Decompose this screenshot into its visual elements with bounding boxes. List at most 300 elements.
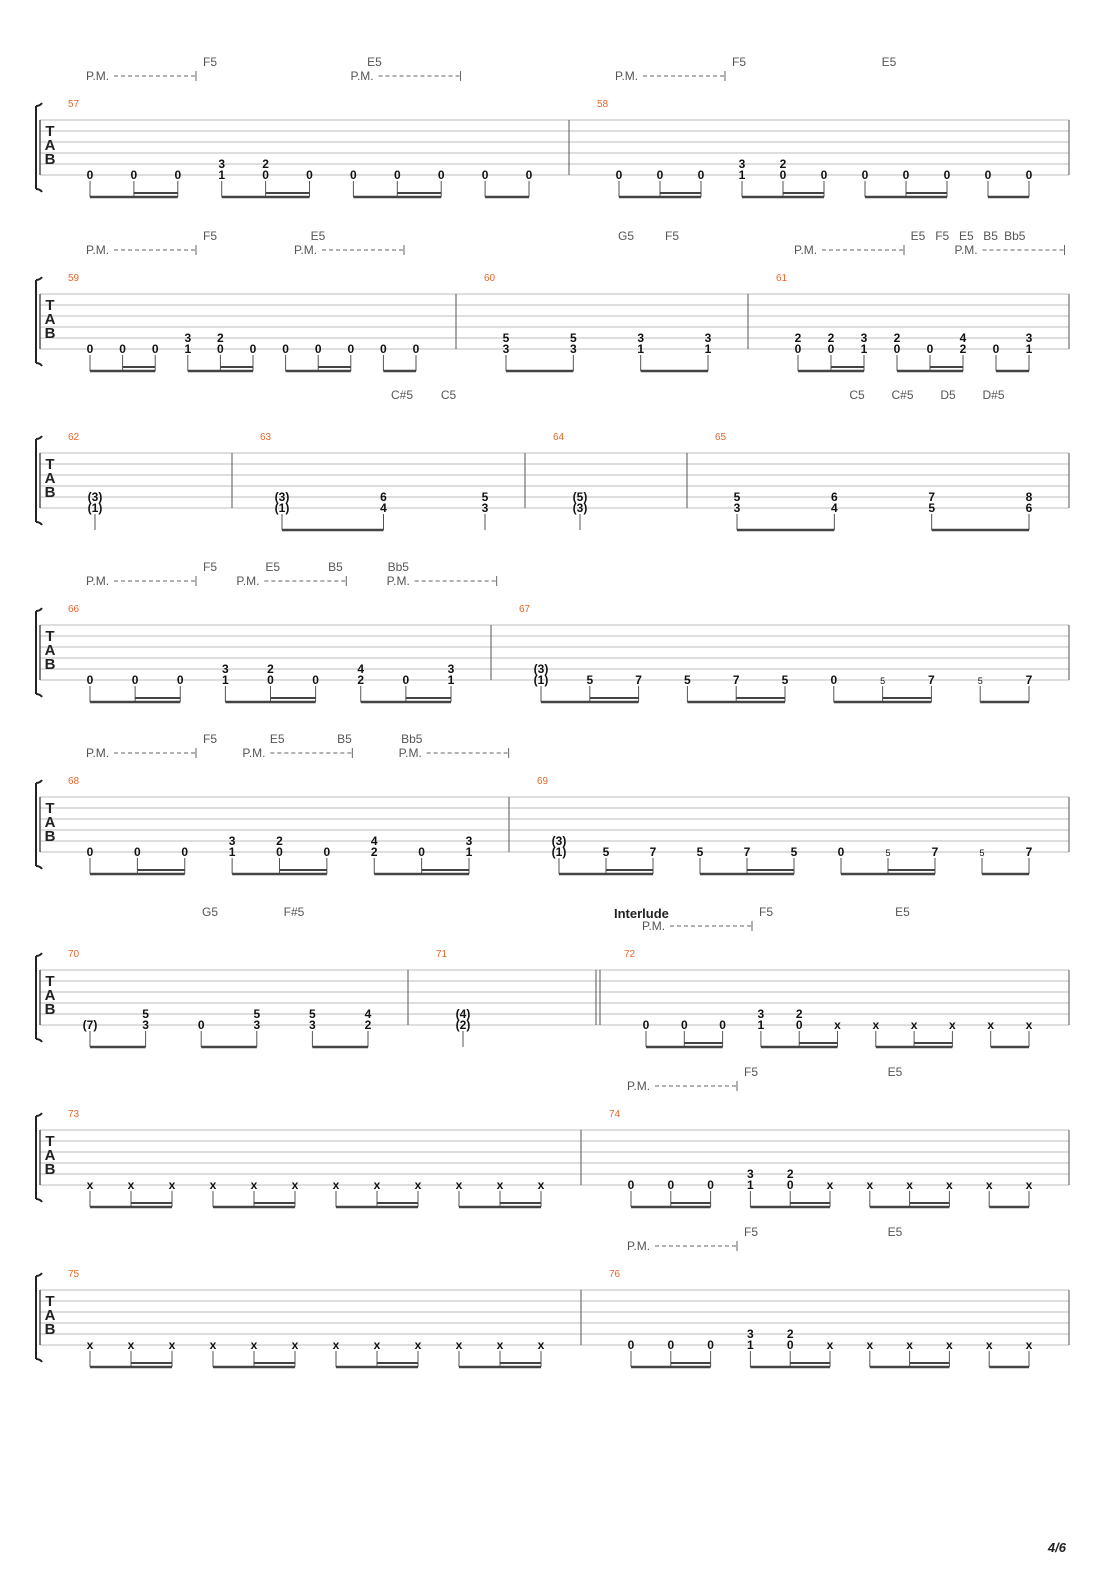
tab-clef-letter: T [45, 973, 55, 990]
fret-number: 6 [1025, 501, 1033, 515]
fret-number: 1 [738, 168, 746, 182]
fret-number: 0 [992, 342, 1000, 356]
palm-mute-label: P.M. [386, 574, 410, 588]
tab-clef-letter: B [44, 656, 56, 673]
beams-layer [87, 181, 1029, 1367]
fret-number: 1 [465, 845, 473, 859]
fret-number: 5 [880, 676, 886, 686]
system-bracket [36, 436, 42, 525]
fret-number: 3 [733, 501, 741, 515]
chord-name: E5 [910, 229, 926, 243]
dead-note: x [168, 1178, 176, 1192]
dead-note: x [414, 1178, 422, 1192]
fret-number: 0 [217, 342, 224, 356]
measure-number: 67 [519, 604, 531, 615]
fret-number: (3) [551, 834, 567, 848]
measure-number: 70 [68, 949, 80, 960]
dead-note: x [946, 1338, 953, 1352]
system-bracket [36, 953, 42, 1042]
chord-name: F5 [202, 560, 218, 574]
fret-number: 0 [719, 1018, 726, 1032]
chord-name: C#5 [891, 388, 914, 402]
measure-number: 62 [68, 432, 80, 443]
dead-note: x [987, 1018, 995, 1032]
fret-number: 3 [860, 331, 868, 345]
chord-name: C#5 [390, 388, 414, 402]
measure-number: 68 [68, 776, 80, 787]
fret-number: 0 [119, 342, 126, 356]
palm-mute-label: P.M. [627, 1239, 651, 1253]
fret-number: 0 [282, 342, 289, 356]
tab-clef-letter: A [44, 987, 56, 1004]
fret-number: 2 [786, 1327, 794, 1341]
palm-mute-label: P.M. [350, 69, 374, 83]
fret-number: 3 [502, 342, 510, 356]
fret-number: 0 [667, 1178, 675, 1192]
tab-clef-letter: T [45, 628, 55, 645]
chord-name: B5 [328, 560, 343, 574]
measure-number: 71 [436, 949, 448, 960]
fret-number: 0 [134, 845, 141, 859]
fret-number: 0 [786, 1178, 794, 1192]
fret-number: 0 [627, 1338, 635, 1352]
fret-number: 5 [142, 1007, 149, 1021]
dead-note: x [373, 1178, 381, 1192]
dead-note: x [168, 1338, 176, 1352]
fret-number: 3 [447, 662, 455, 676]
fret-number: 2 [794, 331, 802, 345]
fret-number: 6 [380, 490, 387, 504]
dead-note: x [537, 1338, 545, 1352]
fret-number: 2 [779, 157, 787, 171]
fret-number: 7 [732, 673, 740, 687]
fret-number: 1 [1025, 342, 1033, 356]
dead-note: x [826, 1178, 834, 1192]
dead-note: x [332, 1338, 340, 1352]
page-number: 4/6 [1047, 1540, 1066, 1555]
fret-number: 2 [357, 673, 365, 687]
dead-note: x [906, 1178, 913, 1192]
fret-number: 0 [380, 342, 387, 356]
dead-note: x [910, 1018, 918, 1032]
system-bracket [36, 277, 42, 366]
chord-name: E5 [895, 905, 910, 919]
measure-number: 75 [68, 1269, 80, 1280]
tab-clef-letter: B [44, 325, 56, 342]
measure-number: 73 [68, 1109, 80, 1120]
tab-clef-letter: A [44, 814, 56, 831]
chord-name: C5 [849, 388, 865, 402]
palm-mute-label: P.M. [86, 746, 110, 760]
fret-number: 4 [370, 834, 378, 848]
dead-note: x [866, 1178, 874, 1192]
fret-number: 0 [323, 845, 331, 859]
measure-number: 57 [68, 99, 80, 110]
fret-number: (3) [572, 501, 588, 515]
palm-mute-label: P.M. [615, 69, 639, 83]
fret-number: 7 [931, 845, 939, 859]
fret-number: 4 [380, 501, 387, 515]
fret-number: 2 [959, 342, 967, 356]
dead-note: x [209, 1178, 217, 1192]
chord-name: E5 [310, 229, 326, 243]
tab-clef-letter: B [44, 1001, 56, 1018]
fret-number: 0 [779, 168, 787, 182]
fret-number: 1 [447, 673, 455, 687]
fret-number: 2 [827, 331, 835, 345]
fret-number: 0 [306, 168, 313, 182]
fret-number: 0 [827, 342, 835, 356]
dead-note: x [496, 1178, 504, 1192]
fret-number: 4 [364, 1007, 372, 1021]
tab-clef-letter: B [44, 828, 56, 845]
palm-mute-label: P.M. [242, 746, 266, 760]
chord-name: F5 [743, 1065, 759, 1079]
palm-mute-label: P.M. [398, 746, 422, 760]
tab-clef-letter: A [44, 311, 56, 328]
fret-number: 7 [635, 673, 642, 687]
fret-number: 1 [704, 342, 712, 356]
fret-number: (3) [274, 490, 290, 504]
fret-number: 3 [481, 501, 489, 515]
fret-number: 3 [747, 1327, 754, 1341]
dead-note: x [209, 1338, 217, 1352]
fret-number: 0 [249, 342, 257, 356]
palm-mute-label: P.M. [794, 243, 818, 257]
palm-mute-label: P.M. [86, 574, 110, 588]
dead-note: x [1025, 1338, 1033, 1352]
fret-number: 3 [142, 1018, 149, 1032]
dead-note: x [455, 1338, 463, 1352]
fret-number: 0 [830, 673, 838, 687]
fret-number: 1 [637, 342, 645, 356]
chord-name: F5 [202, 55, 218, 69]
fret-number: 3 [1025, 331, 1033, 345]
fret-number: 0 [174, 168, 182, 182]
tab-clef-letter: T [45, 123, 55, 140]
palm-mute-label: P.M. [86, 69, 110, 83]
fret-number: 0 [86, 845, 94, 859]
fret-number: 0 [926, 342, 934, 356]
dead-note: x [250, 1178, 258, 1192]
fret-number: 5 [977, 676, 983, 686]
chord-name: F5 [202, 229, 218, 243]
chord-name: D5 [940, 388, 956, 402]
tab-clef-letter: A [44, 1147, 56, 1164]
fret-number: 5 [733, 490, 741, 504]
fret-number: 0 [393, 168, 401, 182]
fret-number: 3 [218, 157, 226, 171]
dead-note: x [250, 1338, 258, 1352]
measure-number: 74 [609, 1109, 621, 1120]
fret-number: 5 [586, 673, 594, 687]
chord-name: Bb5 [387, 560, 409, 574]
fret-number: 0 [86, 673, 94, 687]
dead-note: x [872, 1018, 880, 1032]
fret-number: 5 [569, 331, 577, 345]
chord-name: C5 [440, 388, 457, 402]
palm-mute-label: P.M. [236, 574, 260, 588]
chord-name: F5 [202, 732, 218, 746]
dead-note: x [496, 1338, 504, 1352]
measure-number: 63 [260, 432, 272, 443]
dead-note: x [1025, 1018, 1033, 1032]
fret-number: 7 [928, 490, 936, 504]
chord-name: E5 [269, 732, 285, 746]
fret-number: 0 [314, 342, 322, 356]
measure-number: 76 [609, 1269, 621, 1280]
chord-name: E5 [887, 1225, 903, 1239]
chord-name: G5 [617, 229, 635, 243]
measure-number: 69 [537, 776, 549, 787]
dead-note: x [127, 1338, 135, 1352]
fret-number: 3 [222, 662, 229, 676]
fret-number: 1 [860, 342, 868, 356]
fret-number: 0 [130, 168, 138, 182]
chord-name: F#5 [283, 905, 305, 919]
fret-number: 0 [481, 168, 489, 182]
fret-number: 4 [357, 662, 365, 676]
fret-number: 5 [979, 848, 985, 858]
fret-number: 7 [1025, 673, 1033, 687]
dead-note: x [946, 1178, 953, 1192]
chord-name: F5 [935, 229, 950, 243]
fret-number: 2 [795, 1007, 803, 1021]
fret-number: 0 [347, 342, 355, 356]
measure-number: 59 [68, 273, 80, 284]
chord-name: F5 [731, 55, 747, 69]
chord-name: G5 [201, 905, 219, 919]
fret-number: 1 [747, 1338, 754, 1352]
fret-number: 0 [151, 342, 159, 356]
fret-number: 0 [680, 1018, 688, 1032]
dead-note: x [291, 1338, 299, 1352]
chord-name: Bb5 [1004, 229, 1026, 243]
chord-name: E5 [959, 229, 974, 243]
fret-number: 7 [928, 673, 935, 687]
fret-number: 0 [1025, 168, 1033, 182]
fret-number: 5 [253, 1007, 261, 1021]
section-title: Interlude [614, 906, 669, 921]
fret-number: 2 [364, 1018, 372, 1032]
fret-number: (3) [87, 490, 103, 504]
fret-number: 0 [943, 168, 951, 182]
dead-note: x [906, 1338, 913, 1352]
fret-number: (2) [455, 1018, 471, 1032]
fret-number: 0 [437, 168, 445, 182]
fret-number: 0 [267, 673, 274, 687]
fret-number: 5 [309, 1007, 316, 1021]
fret-number: 0 [402, 673, 410, 687]
dead-note: x [455, 1178, 463, 1192]
fret-number: 0 [820, 168, 828, 182]
fret-number: 0 [861, 168, 869, 182]
fret-number: 5 [781, 673, 789, 687]
fret-number: 0 [312, 673, 319, 687]
palm-mute-label: P.M. [627, 1079, 651, 1093]
fret-number: 2 [370, 845, 378, 859]
tab-clef-letter: T [45, 1133, 55, 1150]
dead-note: x [373, 1338, 381, 1352]
dead-note: x [826, 1338, 834, 1352]
dead-note: x [127, 1178, 135, 1192]
fret-number: 0 [86, 342, 94, 356]
dead-note: x [414, 1338, 422, 1352]
tab-clef-letter: A [44, 470, 56, 487]
measure-number: 65 [715, 432, 727, 443]
fret-number: 5 [696, 845, 704, 859]
palm-mute-label: P.M. [954, 243, 978, 257]
palm-mute-label: P.M. [86, 243, 110, 257]
fret-number: (1) [87, 501, 103, 515]
fret-number: 3 [569, 342, 577, 356]
palm-mute-label: P.M. [642, 919, 666, 933]
fret-number: 7 [743, 845, 751, 859]
measure-number: 58 [597, 99, 609, 110]
dead-note: x [537, 1178, 545, 1192]
fret-number: 3 [465, 834, 473, 848]
fret-number: 5 [602, 845, 610, 859]
fret-number: 0 [615, 168, 623, 182]
fret-number: 0 [131, 673, 139, 687]
fret-number: 7 [1025, 845, 1033, 859]
dead-note: x [866, 1338, 874, 1352]
fret-number: 8 [1025, 490, 1033, 504]
chord-name: Bb5 [401, 732, 423, 746]
fret-number: 0 [350, 168, 357, 182]
fret-number: 0 [667, 1338, 675, 1352]
fret-number: 5 [481, 490, 489, 504]
fret-number: 5 [502, 331, 510, 345]
tab-clef-letter: B [44, 151, 56, 168]
fret-number: 0 [176, 673, 184, 687]
fret-number: (1) [274, 501, 290, 515]
fret-number: 0 [795, 1018, 803, 1032]
system-bracket [36, 1113, 42, 1202]
chord-name: E5 [881, 55, 897, 69]
fret-number: 3 [747, 1167, 754, 1181]
chord-name: F5 [758, 905, 774, 919]
fret-number: (3) [533, 662, 549, 676]
measure-number: 72 [624, 949, 636, 960]
fret-number: 3 [738, 157, 746, 171]
chord-name: F5 [743, 1225, 759, 1239]
fret-number: 0 [412, 342, 420, 356]
fret-number: 1 [228, 845, 236, 859]
palm-mute-label: P.M. [294, 243, 318, 257]
fret-number: 2 [786, 1167, 794, 1181]
fret-number: 0 [262, 168, 269, 182]
fret-number: 0 [525, 168, 533, 182]
dead-note: x [949, 1018, 956, 1032]
fret-number: 1 [222, 673, 229, 687]
system-bracket [36, 1273, 42, 1362]
tab-clef-letter: A [44, 642, 56, 659]
fret-number: 5 [790, 845, 798, 859]
fret-number: 3 [757, 1007, 765, 1021]
tab-clef-letter: T [45, 297, 55, 314]
fret-number: 1 [184, 342, 192, 356]
fret-number: 0 [656, 168, 664, 182]
fret-number: 4 [959, 331, 967, 345]
chord-name: E5 [265, 560, 281, 574]
fret-number: 0 [627, 1178, 635, 1192]
fret-number: 3 [309, 1018, 316, 1032]
fret-number: 3 [253, 1018, 261, 1032]
fret-number: 6 [830, 490, 838, 504]
measure-number: 64 [553, 432, 565, 443]
fret-number: (1) [533, 673, 549, 687]
fret-number: 0 [794, 342, 802, 356]
system-bracket [36, 608, 42, 697]
tab-clef-letter: A [44, 137, 56, 154]
dead-note: x [86, 1178, 94, 1192]
fret-number: 0 [786, 1338, 794, 1352]
fret-number: 0 [697, 168, 705, 182]
fret-number: 2 [267, 662, 274, 676]
tab-clef-letter: B [44, 1161, 56, 1178]
staff-lines-layer [36, 71, 1069, 1362]
tab-clef-letter: B [44, 484, 56, 501]
measure-number: 60 [484, 273, 496, 284]
dead-note: x [1025, 1178, 1033, 1192]
fret-number: 5 [885, 848, 891, 858]
fret-number: 0 [642, 1018, 650, 1032]
fret-number: 0 [893, 342, 901, 356]
fret-number: 3 [184, 331, 192, 345]
tab-clef-letter: T [45, 1293, 55, 1310]
fret-number: 0 [707, 1338, 714, 1352]
fret-number: 0 [181, 845, 189, 859]
fret-number: 1 [218, 168, 226, 182]
dead-note: x [985, 1178, 993, 1192]
dead-note: x [985, 1338, 993, 1352]
measure-number: 61 [776, 273, 788, 284]
fret-number: 4 [830, 501, 838, 515]
tab-clef-letter: A [44, 1307, 56, 1324]
fret-number: 2 [217, 331, 224, 345]
fret-number: 5 [684, 673, 691, 687]
fret-number: (1) [551, 845, 567, 859]
fret-number: 0 [707, 1178, 714, 1192]
chord-name: D#5 [982, 388, 1005, 402]
fret-number: 7 [649, 845, 657, 859]
fret-number: 0 [197, 1018, 205, 1032]
fret-number: 0 [902, 168, 910, 182]
fret-number: 3 [704, 331, 712, 345]
fret-number: (4) [455, 1007, 471, 1021]
fret-number: 0 [86, 168, 94, 182]
fret-number: 0 [418, 845, 425, 859]
fret-number: 0 [837, 845, 845, 859]
fret-number: 2 [262, 157, 269, 171]
system-bracket [36, 103, 42, 192]
chord-name: B5 [983, 229, 998, 243]
fret-number: 0 [276, 845, 283, 859]
chord-name: B5 [337, 732, 352, 746]
tab-clef-letter: T [45, 456, 55, 473]
chord-name: F5 [664, 229, 680, 243]
fret-number: 5 [928, 501, 936, 515]
fret-number: 3 [637, 331, 645, 345]
measure-number: 66 [68, 604, 80, 615]
fret-number: 0 [984, 168, 992, 182]
dead-note: x [86, 1338, 94, 1352]
dead-note: x [332, 1178, 340, 1192]
fret-number: 1 [757, 1018, 765, 1032]
fret-number: 1 [747, 1178, 754, 1192]
fret-number: (5) [572, 490, 588, 504]
